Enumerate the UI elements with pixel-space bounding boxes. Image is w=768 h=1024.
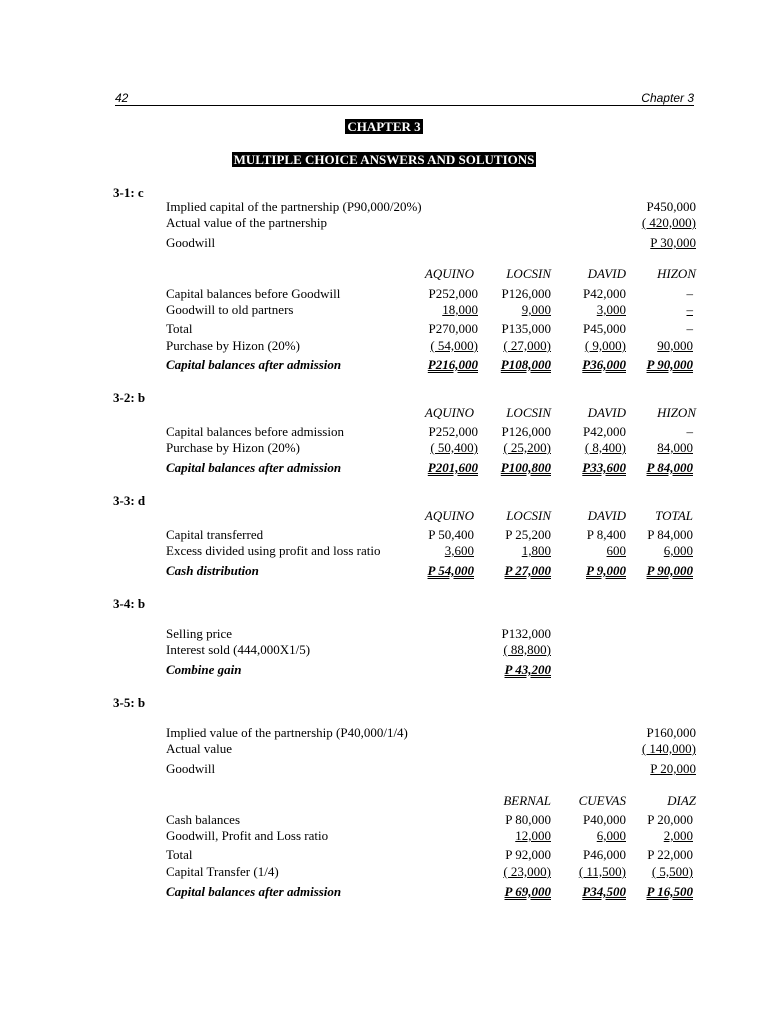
- row-label: Capital balances after admission: [166, 357, 342, 372]
- table-row: [166, 424, 696, 440]
- cell: P108,000: [500, 357, 551, 372]
- row-label: Purchase by Hizon (20%): [166, 338, 300, 353]
- row-label: Capital balances after admission: [166, 460, 342, 475]
- cell: P 9,000: [586, 563, 626, 578]
- cell: ( 50,400): [430, 440, 478, 455]
- table-header: [166, 405, 696, 421]
- cell: 6,000: [663, 543, 693, 558]
- column-header: DAVID: [587, 405, 626, 420]
- table-row: [166, 440, 696, 456]
- table-row: [166, 286, 696, 302]
- cell: P36,000: [582, 357, 626, 372]
- column-header: DIAZ: [667, 793, 696, 808]
- cell: P 84,000: [646, 460, 693, 475]
- cell: 2,000: [663, 828, 693, 843]
- question-label: 3-1: c: [113, 185, 144, 200]
- question-label: 3-4: b: [113, 596, 146, 611]
- cell: P 69,000: [504, 884, 551, 899]
- cell: 600: [606, 543, 626, 558]
- cell: –: [686, 286, 693, 301]
- table-total-row: [166, 357, 696, 373]
- question-label: 3-5: b: [113, 695, 146, 710]
- line-label: Implied capital of the partnership (P90,000/20%): [166, 199, 422, 214]
- chapter-title: CHAPTER 3: [347, 119, 421, 134]
- row-label: Capital balances before admission: [166, 424, 344, 439]
- question-label: 3-3: d: [113, 493, 146, 508]
- cell: –: [686, 424, 693, 439]
- line-item: [166, 235, 696, 251]
- line-value: P 20,000: [650, 761, 696, 776]
- cell: –: [686, 321, 693, 336]
- cell: –: [686, 302, 693, 317]
- row-label: Excess divided using profit and loss ratio: [166, 543, 381, 558]
- cell: P 8,400: [586, 527, 626, 542]
- table-row: [166, 527, 696, 543]
- column-header: AQUINO: [424, 405, 474, 420]
- table-header: [166, 793, 696, 809]
- column-header: LOCSIN: [506, 508, 551, 523]
- row-label: Goodwill, Profit and Loss ratio: [166, 828, 329, 843]
- table-row: [166, 812, 696, 828]
- line-label: Goodwill: [166, 235, 216, 250]
- cell: 3,000: [596, 302, 626, 317]
- line-item: [166, 761, 696, 777]
- column-header: TOTAL: [655, 508, 693, 523]
- line-item: [166, 642, 696, 658]
- row-label: Capital balances after admission: [166, 884, 342, 899]
- cell: P201,600: [427, 460, 478, 475]
- line-label: Actual value of the partnership: [166, 215, 327, 230]
- cell: ( 5,500): [651, 864, 693, 879]
- line-value: P450,000: [646, 199, 696, 214]
- cell: 1,800: [521, 543, 551, 558]
- line-item: [166, 662, 696, 678]
- question-label: 3-2: b: [113, 390, 146, 405]
- cell: 84,000: [657, 440, 693, 455]
- line-value: ( 140,000): [641, 741, 696, 756]
- line-value: ( 420,000): [641, 215, 696, 230]
- cell: P252,000: [428, 286, 478, 301]
- line-value: P160,000: [646, 725, 696, 740]
- cell: P42,000: [583, 424, 626, 439]
- cell: P 54,000: [427, 563, 474, 578]
- table-header: [166, 508, 696, 524]
- line-item: [166, 725, 696, 741]
- row-label: Cash distribution: [166, 563, 259, 578]
- cell: P46,000: [583, 847, 626, 862]
- cell: ( 8,400): [584, 440, 626, 455]
- column-header: AQUINO: [424, 508, 474, 523]
- cell: P126,000: [501, 286, 551, 301]
- cell: P 20,000: [647, 812, 693, 827]
- line-item: [166, 626, 696, 642]
- table-total-row: [166, 884, 696, 900]
- chapter-label: Chapter 3: [641, 91, 694, 105]
- cell: P 80,000: [505, 812, 551, 827]
- cell: P 22,000: [647, 847, 693, 862]
- table-row: [166, 302, 696, 318]
- cell: 12,000: [515, 828, 551, 843]
- cell: P135,000: [501, 321, 551, 336]
- table-row: [166, 321, 696, 337]
- cell: ( 11,500): [578, 864, 626, 879]
- cell: P40,000: [583, 812, 626, 827]
- line-label: Combine gain: [166, 662, 242, 677]
- column-header: HIZON: [656, 405, 696, 420]
- column-header: LOCSIN: [506, 266, 551, 281]
- line-item: [166, 199, 696, 215]
- cell: ( 23,000): [503, 864, 551, 879]
- row-label: Capital transferred: [166, 527, 264, 542]
- cell: P126,000: [501, 424, 551, 439]
- cell: P252,000: [428, 424, 478, 439]
- cell: P 90,000: [646, 357, 693, 372]
- line-value: P 30,000: [650, 235, 696, 250]
- table-row: [166, 338, 696, 354]
- table-header: [166, 266, 696, 282]
- row-label: Cash balances: [166, 812, 241, 827]
- cell: 6,000: [596, 828, 626, 843]
- cell: P216,000: [427, 357, 478, 372]
- line-value: ( 88,800): [503, 642, 551, 657]
- table-row: [166, 543, 696, 559]
- column-header: HIZON: [656, 266, 696, 281]
- cell: P 84,000: [647, 527, 693, 542]
- line-value: P 43,200: [504, 662, 551, 677]
- cell: P34,500: [582, 884, 626, 899]
- cell: ( 25,200): [503, 440, 551, 455]
- line-label: Implied value of the partnership (P40,000/1/4): [166, 725, 408, 740]
- header-rule: [115, 105, 694, 106]
- section-title: MULTIPLE CHOICE ANSWERS AND SOLUTIONS: [233, 152, 535, 167]
- cell: ( 9,000): [584, 338, 626, 353]
- cell: P 25,200: [505, 527, 551, 542]
- cell: P 90,000: [646, 563, 693, 578]
- line-item: [166, 215, 696, 231]
- cell: P 27,000: [504, 563, 551, 578]
- cell: 90,000: [657, 338, 693, 353]
- cell: P33,600: [582, 460, 626, 475]
- line-label: Interest sold (444,000X1/5): [166, 642, 311, 657]
- line-label: Selling price: [166, 626, 233, 641]
- column-header: DAVID: [587, 266, 626, 281]
- column-header: LOCSIN: [506, 405, 551, 420]
- cell: 9,000: [521, 302, 551, 317]
- table-row: [166, 847, 696, 863]
- line-label: Goodwill: [166, 761, 216, 776]
- line-label: Actual value: [166, 741, 233, 756]
- cell: ( 54,000): [430, 338, 478, 353]
- column-header: CUEVAS: [578, 793, 626, 808]
- row-label: Capital Transfer (1/4): [166, 864, 279, 879]
- row-label: Purchase by Hizon (20%): [166, 440, 300, 455]
- table-total-row: [166, 563, 696, 579]
- line-value: P132,000: [501, 626, 551, 641]
- column-header: DAVID: [587, 508, 626, 523]
- column-header: BERNAL: [503, 793, 551, 808]
- table-total-row: [166, 460, 696, 476]
- cell: P 92,000: [505, 847, 551, 862]
- row-label: Capital balances before Goodwill: [166, 286, 341, 301]
- table-row: [166, 864, 696, 880]
- cell: 18,000: [442, 302, 478, 317]
- row-label: Total: [166, 847, 193, 862]
- page-number: 42: [115, 91, 129, 105]
- row-label: Goodwill to old partners: [166, 302, 294, 317]
- row-label: Total: [166, 321, 193, 336]
- cell: P100,800: [500, 460, 551, 475]
- cell: P 50,400: [428, 527, 474, 542]
- cell: P 16,500: [646, 884, 693, 899]
- cell: P45,000: [583, 321, 626, 336]
- cell: ( 27,000): [503, 338, 551, 353]
- line-item: [166, 741, 696, 757]
- cell: 3,600: [444, 543, 474, 558]
- column-header: AQUINO: [424, 266, 474, 281]
- cell: P42,000: [583, 286, 626, 301]
- cell: P270,000: [428, 321, 478, 336]
- table-row: [166, 828, 696, 844]
